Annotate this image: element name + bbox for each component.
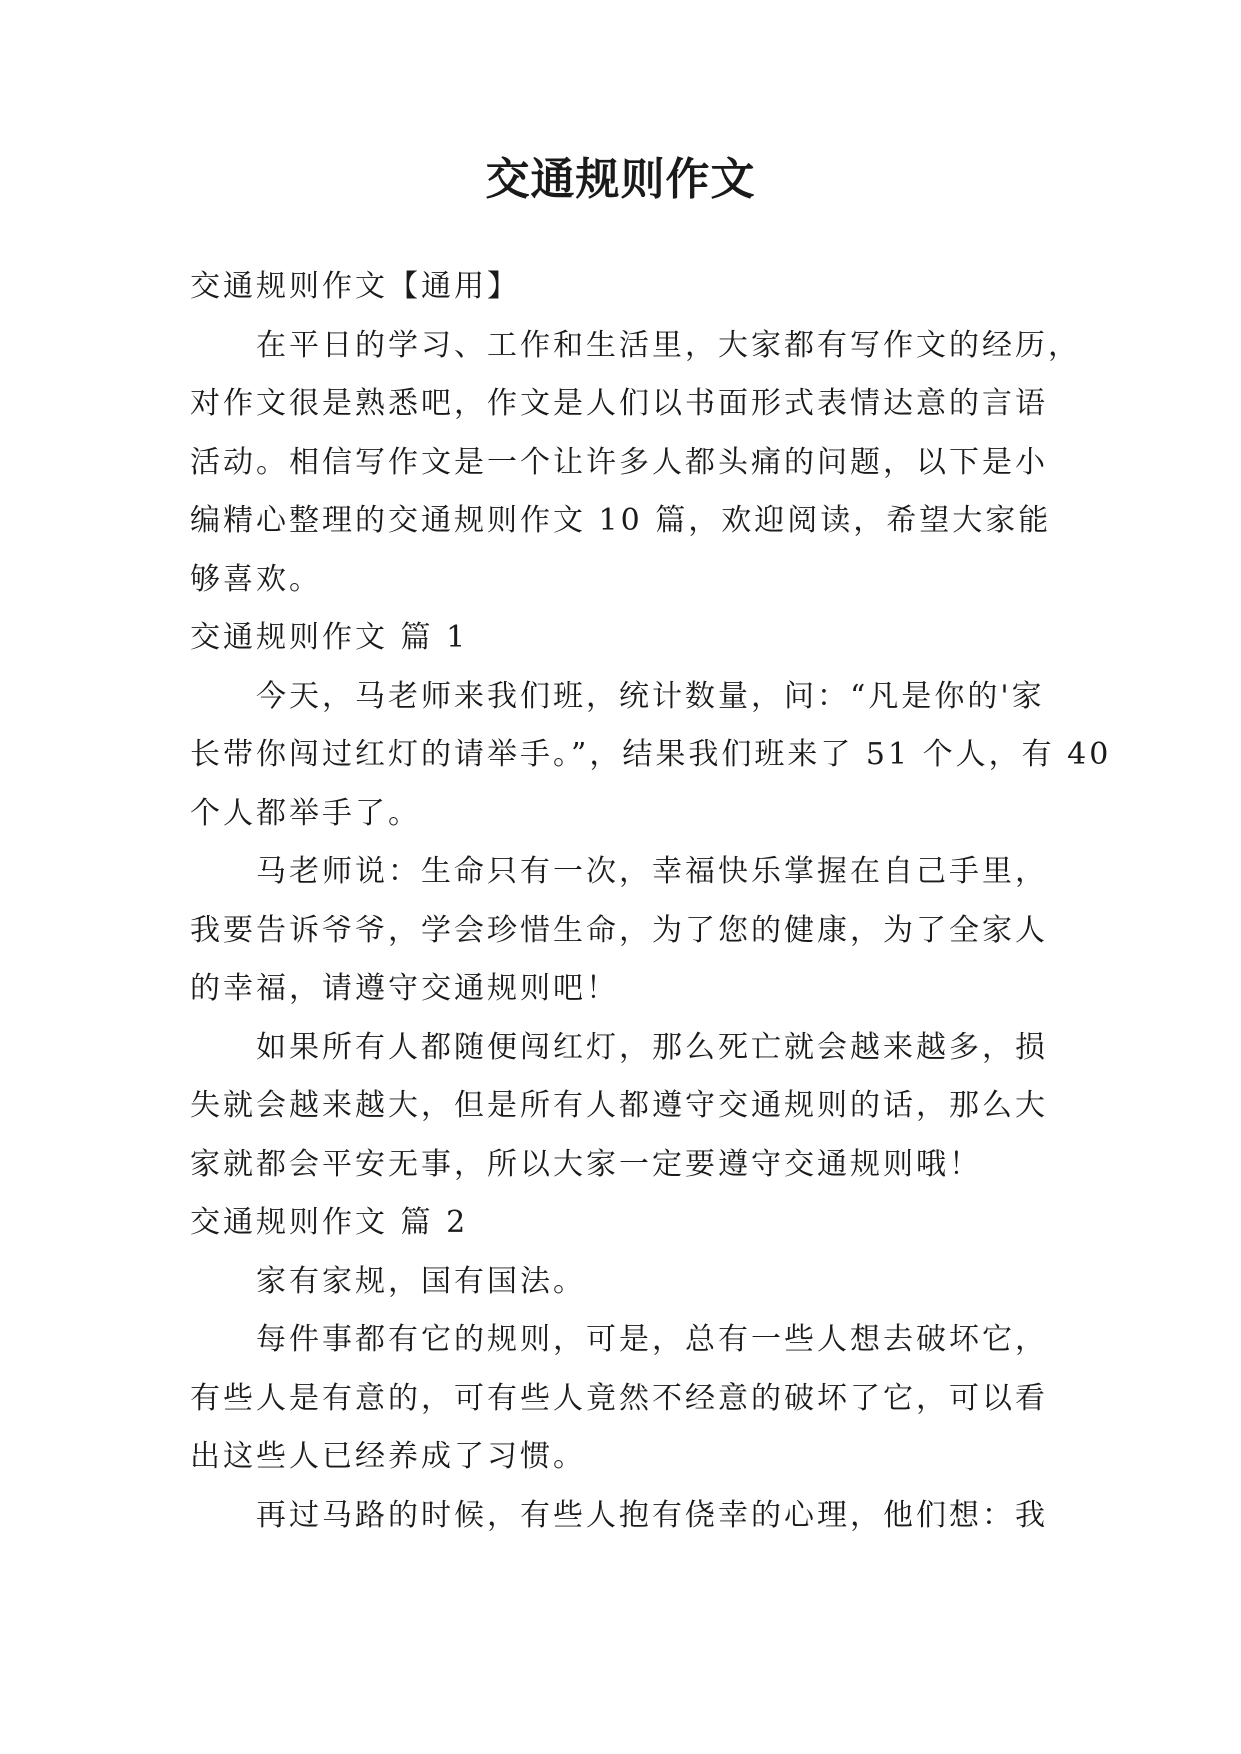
paragraph-line: 再过马路的时候，有些人抱有侥幸的心理，他们想：我 bbox=[256, 1497, 1048, 1533]
paragraph-line: 如果所有人都随便闯红灯，那么死亡就会越来越多，损 bbox=[256, 1029, 1048, 1065]
document-body bbox=[190, 258, 1112, 1545]
paragraph-line: 个人都举手了。 bbox=[190, 795, 421, 831]
section-heading: 交通规则作文 篇 2 bbox=[190, 1205, 469, 1240]
paragraph-line: 够喜欢。 bbox=[190, 561, 322, 597]
paragraph-line: 今天，马老师来我们班，统计数量，问：“凡是你的'家 bbox=[256, 678, 1045, 714]
paragraph-line: 家就都会平安无事，所以大家一定要遵守交通规则哦！ bbox=[190, 1146, 982, 1182]
paragraph-line: 活动。相信写作文是一个让许多人都头痛的问题，以下是小 bbox=[190, 444, 1048, 480]
paragraph-line: 编精心整理的交通规则作文 10 篇，欢迎阅读，希望大家能 bbox=[190, 503, 1052, 538]
paragraph-line: 家有家规，国有国法。 bbox=[256, 1263, 586, 1299]
paragraph-line: 有些人是有意的，可有些人竟然不经意的破坏了它，可以看 bbox=[190, 1380, 1048, 1416]
paragraph-line: 我要告诉爷爷，学会珍惜生命，为了您的健康，为了全家人 bbox=[190, 912, 1048, 948]
paragraph-line: 在平日的学习、工作和生活里，大家都有写作文的经历， bbox=[256, 327, 1081, 363]
paragraph-line: 失就会越来越大，但是所有人都遵守交通规则的话，那么大 bbox=[190, 1088, 1048, 1123]
paragraph-line: 的幸福，请遵守交通规则吧！ bbox=[190, 971, 619, 1006]
paragraph-line: 出这些人已经养成了习惯。 bbox=[190, 1439, 586, 1474]
document-title: 交通规则作文 bbox=[485, 154, 756, 205]
paragraph-line: 每件事都有它的规则，可是，总有一些人想去破坏它， bbox=[256, 1322, 1048, 1357]
section-heading: 交通规则作文 篇 1 bbox=[190, 620, 469, 655]
paragraph-line: 长带你闯过红灯的请举手。”，结果我们班来了 51 个人，有 40 bbox=[190, 737, 1112, 772]
subtitle-line: 交通规则作文【通用】 bbox=[190, 269, 520, 304]
paragraph-line: 对作文很是熟悉吧，作文是人们以书面形式表情达意的言语 bbox=[190, 386, 1048, 421]
paragraph-line: 马老师说：生命只有一次，幸福快乐掌握在自己手里， bbox=[256, 854, 1048, 889]
